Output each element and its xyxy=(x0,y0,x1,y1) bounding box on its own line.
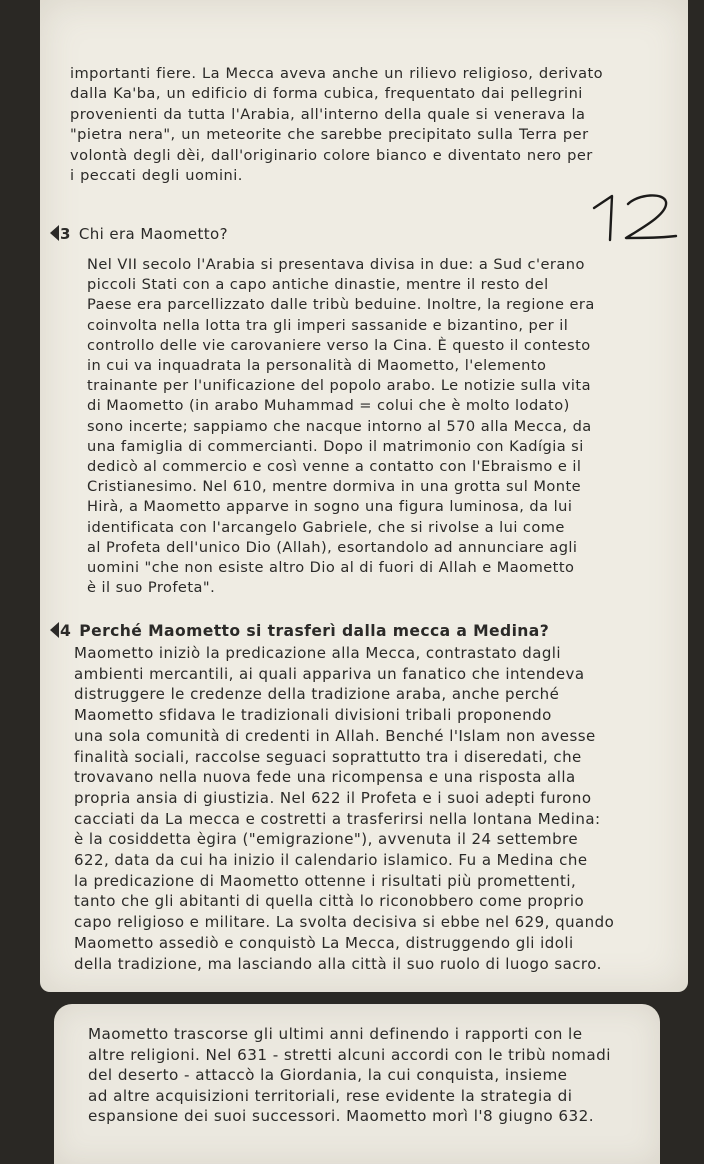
text-line: Nel VII secolo l'Arabia si presentava divisa in due: a Sud c'erano xyxy=(87,256,585,273)
text-line: espansione dei suoi successori. Maometto morì l'8 giugno 632. xyxy=(88,1107,595,1126)
section-number: 4 xyxy=(60,622,72,640)
text-line: piccoli Stati con a capo antiche dinastie, mentre il resto del xyxy=(87,276,549,294)
text-line: Maometto assediò e conquistò La Mecca, distruggendo gli idoli xyxy=(74,933,574,952)
text-line: Maometto sfidava le tradizionali divisioni tribali proponendo xyxy=(74,706,552,725)
arrow-icon xyxy=(50,225,59,241)
section-title: Perché Maometto si trasferì dalla mecca a Medina? xyxy=(79,622,550,640)
handwritten-12-drawing xyxy=(590,192,680,244)
text-line: Hirà, a Maometto apparve in sogno una figura luminosa, da lui xyxy=(87,498,573,516)
text-line: cacciati da La mecca e costretti a trasferirsi nella lontana Medina: xyxy=(74,809,601,828)
text-line: dalla Ka'ba, un edificio di forma cubica, frequentato dai pellegrini xyxy=(70,85,583,103)
text-line: ambienti mercantili, ai quali appariva un fanatico che intendeva xyxy=(74,664,585,683)
text-line: capo religioso e militare. La svolta decisiva si ebbe nel 629, quando xyxy=(74,913,615,932)
text-line: i peccati degli uomini. xyxy=(70,167,243,185)
text-line: in cui va inquadrata la personalità di Maometto, l'elemento xyxy=(87,357,547,375)
text-line: di Maometto (in arabo Muhammad = colui che è molto lodato) xyxy=(87,397,570,415)
section-number: 3 xyxy=(60,225,71,243)
text-line: provenienti da tutta l'Arabia, all'interno della quale si venerava la xyxy=(70,105,586,123)
arrow-icon xyxy=(50,622,59,638)
intro-paragraph xyxy=(70,64,603,186)
text-line: al Profeta dell'unico Dio (Allah), esortandolo ad annunciare agli xyxy=(87,538,578,556)
text-line: sono incerte; sappiamo che nacque intorno al 570 alla Mecca, da xyxy=(87,417,592,435)
handwritten-page-number xyxy=(590,192,680,248)
text-line: Maometto iniziò la predicazione alla Mecca, contrastato dagli xyxy=(74,644,562,662)
text-line: propria ansia di giustizia. Nel 622 il Profeta e i suoi adepti furono xyxy=(74,788,592,807)
text-line: è la cosiddetta ègira ("emigrazione"), avvenuta il 24 settembre xyxy=(74,830,579,849)
text-line: altre religioni. Nel 631 - stretti alcuni accordi con le tribù nomadi xyxy=(88,1045,611,1064)
text-line: identificata con l'arcangelo Gabriele, che si rivolse a lui come xyxy=(87,518,565,536)
section-4-body xyxy=(74,643,614,974)
text-line: tanto che gli abitanti di quella città lo riconobbero come proprio xyxy=(74,892,585,911)
text-line: Maometto trascorse gli ultimi anni definendo i rapporti con le xyxy=(88,1025,583,1043)
section-3-heading xyxy=(50,225,228,243)
text-line: volontà degli dèi, dall'originario colore bianco e diventato nero per xyxy=(70,146,593,164)
text-line: controllo delle vie carovaniere verso la Cina. È questo il contesto xyxy=(87,336,591,354)
text-line: finalità sociali, raccolse seguaci soprattutto tra i diseredati, che xyxy=(74,747,582,766)
text-line: del deserto - attaccò la Giordania, la cui conquista, insieme xyxy=(88,1066,568,1085)
text-line: uomini "che non esiste altro Dio al di fuori di Allah e Maometto xyxy=(87,559,575,577)
text-line: distruggere le credenze della tradizione araba, anche perché xyxy=(74,685,560,704)
text-line: "pietra nera", un meteorite che sarebbe precipitato sulla Terra per xyxy=(70,126,589,144)
text-line: Cristianesimo. Nel 610, mentre dormiva in una grotta sul Monte xyxy=(87,478,582,496)
continuation-paragraph xyxy=(88,1024,611,1127)
text-line: dedicò al commercio e così venne a contatto con l'Ebraismo e il xyxy=(87,458,582,476)
text-line: ad altre acquisizioni territoriali, rese evidente la strategia di xyxy=(88,1086,573,1105)
text-line: della tradizione, ma lasciando alla città il suo ruolo di luogo sacro. xyxy=(74,954,602,973)
section-3-body xyxy=(87,255,595,598)
text-line: importanti fiere. La Mecca aveva anche un rilievo religioso, derivato xyxy=(70,65,604,82)
text-line: 622, data da cui ha inizio il calendario islamico. Fu a Medina che xyxy=(74,851,588,870)
text-line: una sola comunità di credenti in Allah. Benché l'Islam non avesse xyxy=(74,726,596,745)
text-line: coinvolta nella lotta tra gli imperi sassanide e bizantino, per il xyxy=(87,316,569,334)
text-line: è il suo Profeta". xyxy=(87,579,216,597)
section-title: Chi era Maometto? xyxy=(78,225,228,243)
text-line: trovavano nella nuova fede una ricompensa e una risposta alla xyxy=(74,768,576,787)
section-4-heading xyxy=(50,622,549,640)
text-line: Paese era parcellizzato dalle tribù beduine. Inoltre, la regione era xyxy=(87,296,595,314)
text-line: trainante per l'unificazione del popolo arabo. Le notizie sulla vita xyxy=(87,377,591,395)
text-line: una famiglia di commercianti. Dopo il matrimonio con Kadígia si xyxy=(87,437,584,455)
text-line: la predicazione di Maometto ottenne i risultati più promettenti, xyxy=(74,871,577,890)
